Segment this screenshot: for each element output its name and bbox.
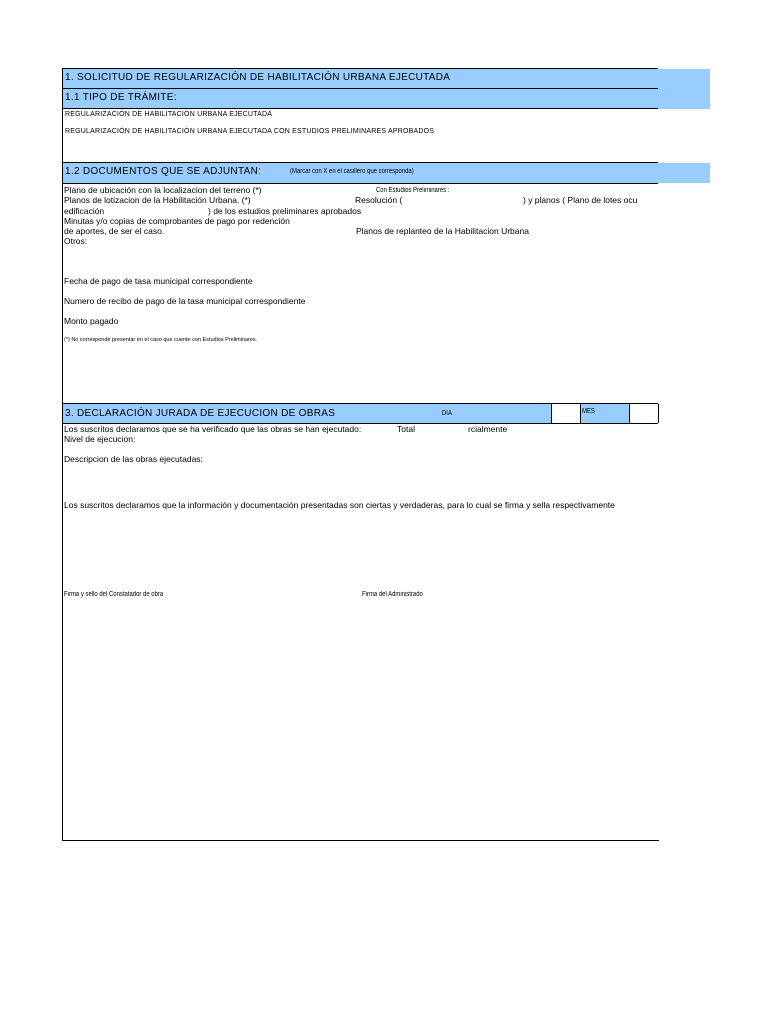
firma-constatador-label: Firma y sello del Constatador de obra bbox=[64, 591, 164, 598]
firma-administrado-label: Firma del Administrado bbox=[362, 591, 423, 598]
planos-fragment: ) y planos ( Plano de lotes ocu bbox=[523, 195, 638, 205]
dia-box[interactable] bbox=[551, 404, 581, 423]
divider bbox=[62, 108, 658, 109]
divider bbox=[62, 68, 658, 69]
section1-title: 1. SOLICITUD DE REGULARIZACIÓN DE HABILITACIÓN URBANA EJECUTADA bbox=[65, 72, 451, 83]
mes-box[interactable] bbox=[629, 404, 659, 423]
divider bbox=[62, 183, 658, 184]
tramite-option[interactable]: REGULARIZACIÓN DE HABILITACIÓN URBANA EJECUTADA CON ESTUDIOS PRELIMINARES APROBADOS bbox=[65, 128, 435, 135]
mes-label: MES bbox=[582, 408, 595, 415]
doc-aportes: de aportes, de ser el caso. bbox=[64, 226, 165, 236]
footnote: (*) No corresponde presentar en el caso que cuente con Estudios Preliminares. bbox=[64, 337, 258, 343]
tramite-option[interactable]: REGULARIZACIÓN DE HABILITACIÓN URBANA EJECUTADA bbox=[65, 111, 273, 118]
dia-label: DIA bbox=[442, 410, 452, 417]
recibo-pago-field[interactable]: Numero de recibo de pago de la tasa municipal correspondiente bbox=[64, 296, 306, 306]
total-option[interactable]: Total bbox=[397, 424, 415, 434]
estudios-heading: Con Estudios Preliminares : bbox=[376, 187, 450, 194]
section1-2-title: 1.2 DOCUMENTOS QUE SE ADJUNTAN: bbox=[65, 166, 262, 177]
descripcion-label: Descripcion de las obras ejecutadas: bbox=[64, 454, 203, 464]
monto-pagado-field[interactable]: Monto pagado bbox=[64, 316, 119, 326]
doc-otros: Otros: bbox=[64, 236, 88, 246]
declaration-text: Los suscritos declaramos que la información y documentación presentadas son ciertas y verdaderas, para lo cual se firma y sella respectivamente bbox=[64, 500, 615, 510]
verified-text: Los suscritos declaramos que se ha verificado que las obras se han ejecutado: bbox=[64, 424, 362, 434]
doc-estudios-fragment: ) de los estudios preliminares aprobados bbox=[208, 206, 362, 216]
section1-1-title: 1.1 TIPO DE TRÁMITE: bbox=[65, 92, 177, 103]
doc-minutas: Minutas y/o copias de comprobantes de pago por redención bbox=[64, 216, 290, 226]
doc-replanteo: Planos de replanteo de la Habilitacion Urbana bbox=[356, 226, 529, 236]
resolucion-label: Resolución ( bbox=[355, 195, 403, 205]
divider bbox=[62, 88, 658, 89]
section3-title: 3. DECLARACIÓN JURADA DE EJECUCION DE OBRAS bbox=[65, 408, 336, 419]
parcial-option[interactable]: rcialmente bbox=[468, 424, 508, 434]
divider bbox=[62, 162, 658, 163]
doc-edificacion: edificación bbox=[64, 206, 105, 216]
doc-ubicacion: Plano de ubicación con la localizacion del terreno (*) bbox=[64, 185, 262, 195]
nivel-ejecucion-label: Nivel de ejecucion: bbox=[64, 434, 136, 444]
doc-lotizacion: Planos de lotizacion de la Habilitación Urbana. (*) bbox=[64, 195, 251, 205]
fecha-pago-field[interactable]: Fecha de pago de tasa municipal correspondiente bbox=[64, 276, 253, 286]
section1-2-instruction: (Marcar con X en el casillero que corresponda) bbox=[290, 168, 414, 175]
